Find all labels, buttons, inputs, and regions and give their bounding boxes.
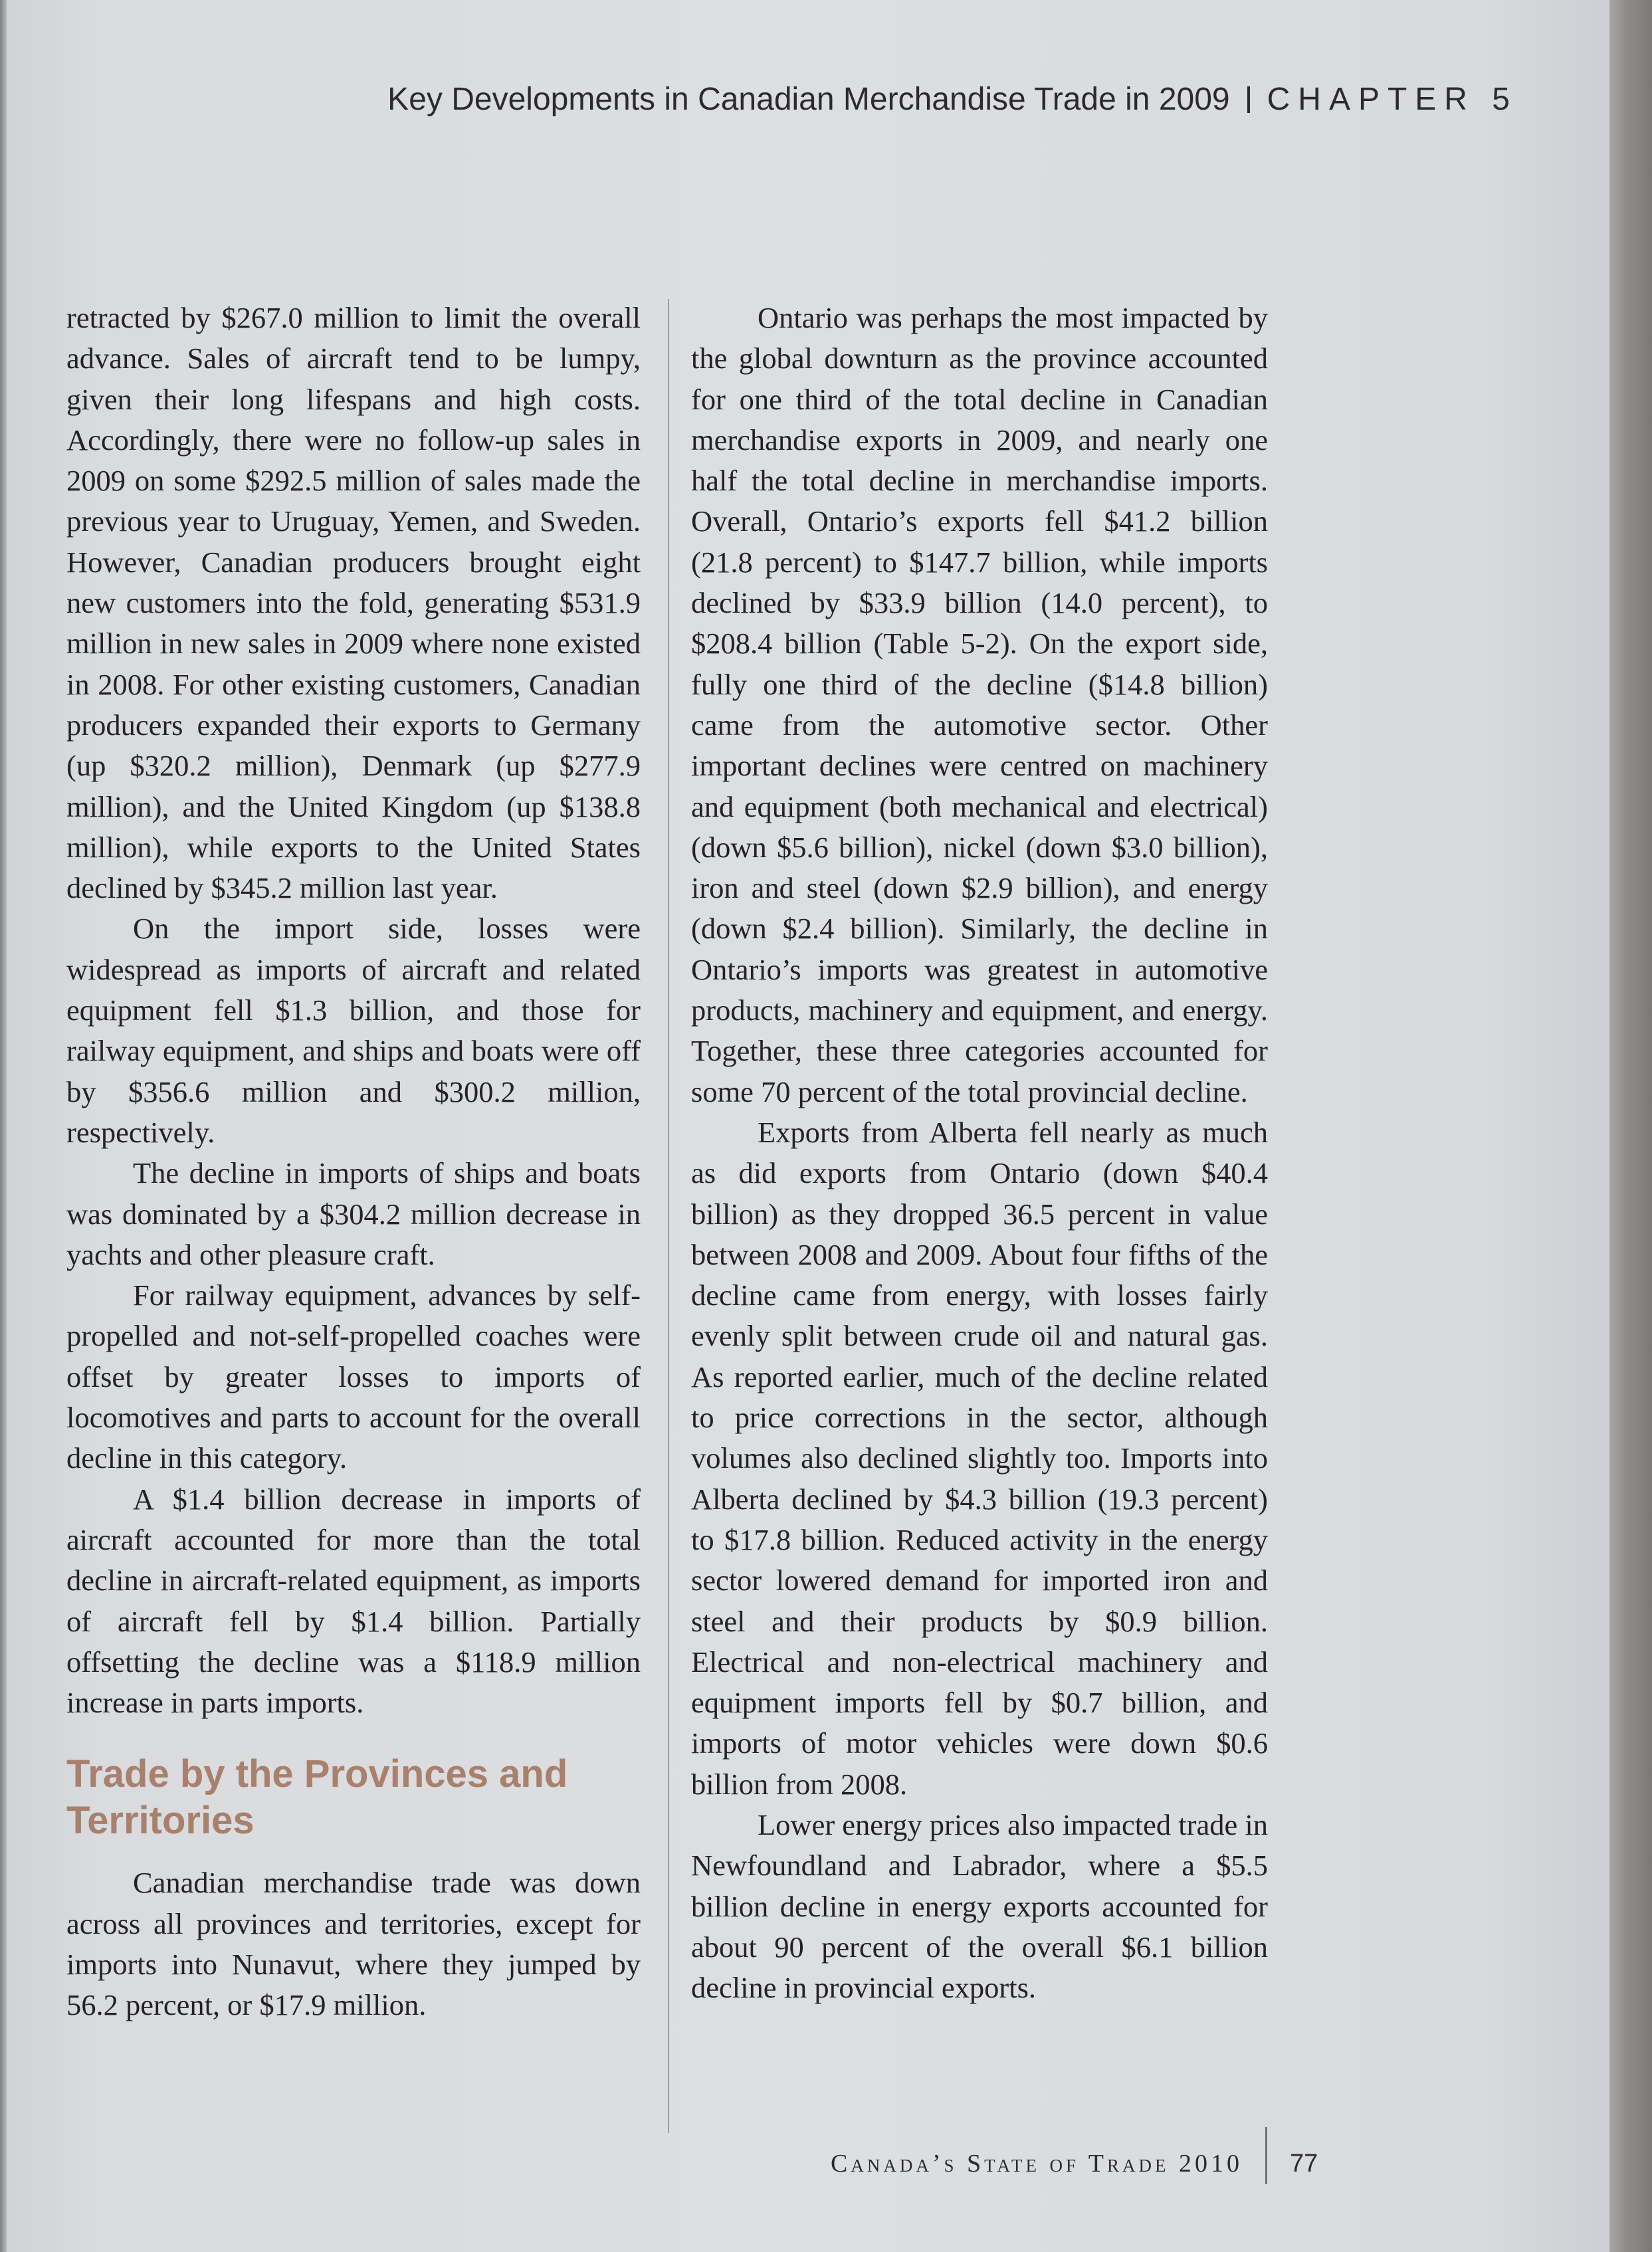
- footer-separator: [1265, 2127, 1267, 2184]
- header-title: Key Developments in Canadian Merchandise Trade in 2009: [387, 82, 1230, 117]
- column-divider: [668, 299, 669, 2133]
- right-paragraph-3: Lower energy prices also impacted trade in Newfoundland and Labrador, where a $5.5 billion decline in energy exports accounted for about 90 percent of the overall $6.1 billion decline in provincial exports.: [691, 1807, 1268, 2005]
- left-paragraph-3: The decline in imports of ships and boats was dominated by a $304.2 million decrease in yachts and other pleasure craft.: [66, 1156, 641, 1271]
- left-paragraph-2: On the import side, losses were widespread as imports of aircraft and related equipment fell $1.3 billion, and those for railway equipment, and ships and boats were off by $356.6 million and $300.2 million, respectively.: [66, 912, 641, 1149]
- right-paragraph-1: Ontario was perhaps the most impacted by the global downturn as the province accounted for one third of the total decline in Canadian merchandise exports in 2009, and nearly one half the total decline in merchandise imports. Overall, Ontario’s exports fell $41.2 billion (21.8 percent) to $147.7 billion, while imports declined by $33.9 billion (14.0 percent), to $208.4 billion (Table 5-2). On the export side, fully one third of the decline ($14.8 billion) came from the automotive sector. Other important declines were centred on machinery and equipment (both mechanical and electrical) (down $5.6 billion), nickel (down $3.0 billion), iron and steel (down $2.9 billion), and energy (down $2.4 billion). Similarly, the decline in Ontario’s imports was greatest in automotive products, machinery and equipment, and energy. Together, these three categories accounted for some 70 percent of the total provincial decline.: [691, 301, 1268, 1108]
- publication-title: Canada’s State of Trade 2010: [831, 2150, 1243, 2178]
- header-separator: [1247, 86, 1250, 113]
- left-paragraph-5: A $1.4 billion decrease in imports of aircraft accounted for more than the total decline in aircraft-related equipment, as imports of aircraft fell by $1.4 billion. Partially offsetting the decline was a $118.9 million increase in parts imports.: [66, 1482, 641, 1720]
- page-footer: [831, 2135, 1362, 2192]
- right-paragraph-2: Exports from Alberta fell nearly as much as did exports from Ontario (down $40.4 billion) as they dropped 36.5 percent in value between 2008 and 2009. About four fifths of the decline came from energy, with losses fairly evenly split between crude oil and natural gas. As reported earlier, much of the decline related to price corrections in the sector, although volumes also declined slightly too. Imports into Alberta declined by $4.3 billion (19.3 percent) to $17.8 billion. Reduced activity in the energy sector lowered demand for imported iron and steel and their products by $0.9 billion. Electrical and non-electrical machinery and equipment imports fell by $0.7 billion, and imports of motor vehicles were down $0.6 billion from 2008.: [691, 1115, 1268, 1801]
- page-number: 77: [1290, 2149, 1318, 2178]
- section-heading: Trade by the Provinces and Territories: [66, 1752, 568, 1843]
- left-paragraph-4: For railway equipment, advances by self-propelled and not-self-propelled coaches were offset by greater losses to imports of locomotives and parts to account for the overall decline in this category.: [66, 1279, 641, 1475]
- page-left-edge: [0, 0, 7, 2252]
- left-paragraph-6: Canadian merchandise trade was down across all provinces and territories, except for imports into Nunavut, where they jumped by 56.2 percent, or $17.9 million.: [66, 1866, 641, 2022]
- page-edge-shadow: [1609, 0, 1652, 2252]
- running-header: [387, 81, 1518, 118]
- left-text-column: [66, 298, 641, 2026]
- header-chapter: CHAPTER 5: [1267, 82, 1518, 117]
- left-paragraph-1: retracted by $267.0 million to limit the overall advance. Sales of aircraft tend to be lumpy, given their long lifespans and high costs. Accordingly, there were no follow-up sales in 2009 on some $292.5 million of sales made the previous year to Uruguay, Yemen, and Sweden. However, Canadian producers brought eight new customers into the fold, generating $531.9 million in new sales in 2009 where none existed in 2008. For other existing customers, Canadian producers expanded their exports to Germany (up $320.2 million), Denmark (up $277.9 million), and the United Kingdom (up $138.8 million), while exports to the United States declined by $345.2 million last year.: [66, 301, 641, 905]
- right-text-column: [691, 298, 1268, 2008]
